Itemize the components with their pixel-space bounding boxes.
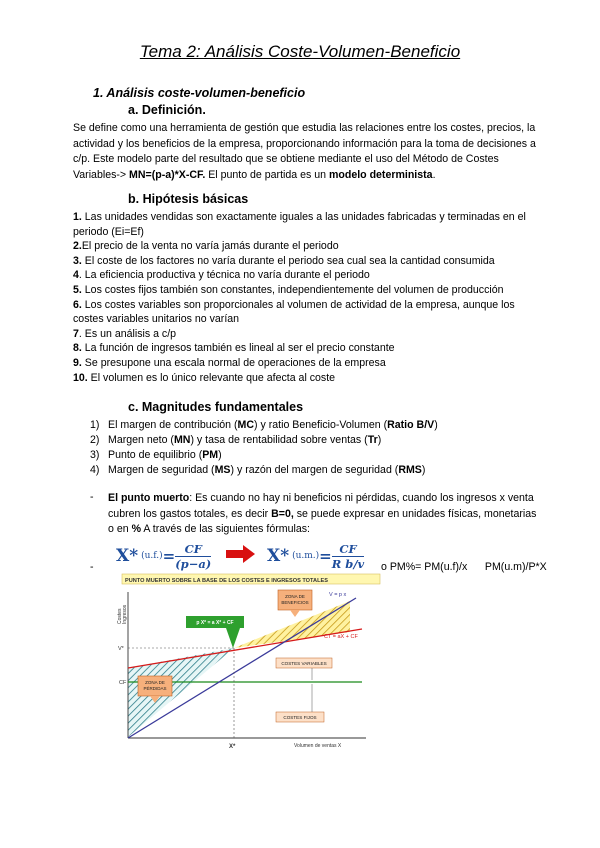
fixed-cost-label: COSTES FIJOS: [283, 715, 317, 720]
text: ): [377, 434, 382, 446]
hypothesis-text: costes variables unitarios no varían: [73, 313, 240, 326]
formula-x: X*: [116, 546, 139, 566]
bullet-dash: -: [90, 561, 94, 573]
definition-line: [73, 168, 565, 184]
formula-monetary: [267, 536, 364, 576]
hypothesis-line: [73, 254, 565, 269]
pm-term: El punto muerto: [108, 492, 190, 504]
hypothesis-line: [73, 268, 565, 283]
magnitude-item: [90, 448, 560, 463]
text: ): [434, 419, 438, 431]
emphasis: RMS: [398, 464, 422, 476]
revenue-label: V = p x: [329, 592, 347, 598]
emphasis: %: [131, 523, 141, 535]
break-even-chart: [116, 572, 384, 750]
page-title: Tema 2: Análisis Coste-Volumen-Beneficio: [139, 42, 461, 61]
y-axis-label: Ingresos: [122, 604, 128, 624]
text: o en: [108, 523, 132, 535]
hypothesis-line: [73, 225, 565, 240]
emphasis: Ratio B/V: [387, 419, 435, 431]
text: ) y tasa de rentabilidad sobre ventas (: [190, 434, 368, 446]
emphasis: MN: [173, 434, 191, 446]
text: se puede expresar en unidades físicas, monetarias: [293, 507, 537, 520]
pm-percent-formula: o PM%= PM(u.f)/x PM(u.m)/P*X: [381, 561, 547, 573]
text: ): [421, 464, 426, 476]
y-axis-label: Costes: [117, 608, 123, 624]
text: El punto de partida es un: [205, 169, 329, 182]
y-tick-vstar: V*: [118, 646, 124, 652]
hypothesis-line: [73, 327, 565, 342]
hypothesis-number: 5.: [73, 283, 82, 296]
definition-line: actividad y los beneficios de la empresa, proporcionando información para la toma de decisiones a: [73, 137, 536, 150]
definition-line: Se define como una herramienta de gestión que estudia las relaciones entre los costes, precios, la: [73, 122, 536, 134]
hypothesis-number: 6.: [73, 298, 82, 311]
text: : Es cuando no hay ni beneficios ni pérdidas, cuando los ingresos x venta: [189, 492, 534, 504]
hypothesis-number: 10.: [73, 371, 88, 384]
numerator: CF: [332, 542, 364, 557]
magnitude-number: 3): [90, 449, 100, 461]
emphasis: B=0,: [271, 507, 294, 520]
hypothesis-line: [73, 312, 565, 327]
numerator: CF: [175, 542, 211, 557]
equilibrium-pointer: [226, 628, 240, 648]
subsection-hipotesis: b. Hipótesis básicas: [128, 192, 249, 206]
denominator: R b/v: [331, 556, 365, 571]
formula-eq: =: [319, 547, 332, 565]
emphasis: Tr: [367, 434, 378, 446]
hypotheses-list: [73, 210, 565, 385]
hypothesis-number: 9.: [73, 356, 82, 369]
equilibrium-label: p X* = a X* + CF: [196, 620, 234, 626]
hypothesis-line: [73, 210, 565, 225]
hypothesis-text: periodo (Ei=Ef): [73, 225, 144, 238]
pm-line: [108, 507, 568, 523]
hypothesis-line: [73, 371, 565, 386]
emphasis: MS: [214, 464, 231, 476]
formula-mn: MN=(p-a)*X-CF.: [129, 169, 206, 182]
hypothesis-text: El precio de la venta no varía jamás durante el periodo: [81, 240, 339, 253]
hypothesis-line: [73, 341, 565, 356]
hypothesis-text: . Es un análisis a c/p: [78, 327, 177, 340]
denominator: (p−a): [175, 556, 212, 571]
formula-fraction: [332, 542, 364, 571]
hypothesis-text: El coste de los factores no varía durante el periodo sea cual sea la cantidad consumida: [81, 254, 495, 267]
total-cost-label: CT = aX + CF: [324, 634, 358, 640]
text: Margen de seguridad (: [108, 464, 215, 476]
definition-paragraph: [73, 121, 565, 184]
formula-fraction: [175, 542, 211, 571]
emphasis: modelo determinista: [328, 169, 433, 182]
profit-zone-label: ZONA DE: [285, 594, 305, 599]
profit-zone-pointer: [290, 610, 300, 617]
definition-line: c/p. Este modelo parte del resultado que se obtiene mediante el uso del Método de Costes: [73, 153, 499, 166]
hypothesis-number: 2.: [73, 240, 82, 253]
x-tick-xstar: X*: [229, 744, 236, 750]
hypothesis-text: Las unidades vendidas son exactamente iguales a las unidades fabricadas y terminadas en el: [81, 211, 526, 223]
hypothesis-text: Se presupone una escala normal de operaciones de la empresa: [81, 356, 386, 369]
formula-sub: (u.m.): [292, 551, 320, 561]
loss-zone-label: PÉRDIDAS: [143, 686, 167, 691]
profit-zone-label: BENEFICIOS: [281, 600, 309, 605]
right-arrow-icon: [226, 545, 256, 563]
hypothesis-line: [73, 298, 565, 313]
text: El margen de contribución (: [108, 419, 238, 431]
text: Variables->: [73, 169, 130, 182]
formula-sub: (u.f.): [141, 551, 163, 561]
hypothesis-number: 8.: [73, 342, 82, 355]
magnitude-number: 2): [90, 434, 100, 446]
emphasis: PM: [202, 449, 219, 461]
hypothesis-text: El volumen es lo único relevante que afecta al coste: [87, 371, 336, 384]
formula-units: [116, 536, 211, 576]
hypothesis-number: 1.: [73, 211, 82, 223]
hypothesis-text: Los costes variables son proporcionales al volumen de actividad de la empresa, aunque los: [81, 298, 515, 311]
text: A través de las siguientes fórmulas:: [140, 523, 310, 535]
loss-zone-label: ZONA DE: [145, 680, 165, 685]
section-heading: 1. Análisis coste-volumen-beneficio: [93, 86, 306, 100]
text: cubren los gastos totales, es decir: [108, 507, 272, 520]
hypothesis-number: 4: [73, 269, 79, 282]
hypothesis-line: [73, 356, 565, 371]
hypothesis-number: 7: [73, 327, 79, 340]
magnitude-item: [90, 463, 560, 478]
magnitude-item: [90, 418, 560, 433]
text: ): [218, 449, 222, 461]
subsection-definicion: a. Definición.: [128, 103, 206, 117]
subsection-magnitudes: c. Magnitudes fundamentales: [128, 400, 304, 414]
magnitude-number: 1): [90, 419, 100, 431]
x-axis-label: Volumen de ventas X: [294, 743, 342, 749]
text: Punto de equilibrio (: [108, 449, 203, 461]
text: ) y ratio Beneficio-Volumen (: [254, 419, 388, 431]
text: ) y razón del margen de seguridad (: [230, 464, 399, 476]
chart-title: PUNTO MUERTO SOBRE LA BASE DE LOS COSTES E INGRESOS TOTALES: [125, 578, 328, 584]
hypothesis-line: [73, 283, 565, 298]
hypothesis-text: La función de ingresos también es lineal al ser el precio constante: [81, 342, 395, 355]
hypothesis-text: . La eficiencia productiva y técnica no varía durante el periodo: [78, 269, 370, 282]
bullet-dash: -: [90, 491, 94, 503]
hypothesis-number: 3.: [73, 254, 82, 267]
formula-x: X*: [267, 546, 290, 566]
formula-eq: =: [162, 547, 176, 565]
hypothesis-text: Los costes fijos también son constantes, independientemente del volumen de producción: [81, 283, 504, 296]
magnitude-item: [90, 433, 560, 448]
emphasis: MC: [237, 419, 255, 431]
punto-muerto-paragraph: [108, 491, 568, 538]
y-tick-cf: CF: [119, 680, 127, 686]
pm-line: [108, 491, 568, 507]
magnitudes-list: [90, 418, 560, 478]
text: Margen neto (: [108, 434, 174, 446]
variable-cost-label: COSTES VARIABLES: [281, 661, 327, 666]
magnitude-number: 4): [90, 464, 100, 476]
text: .: [432, 169, 436, 182]
hypothesis-line: [73, 239, 565, 254]
